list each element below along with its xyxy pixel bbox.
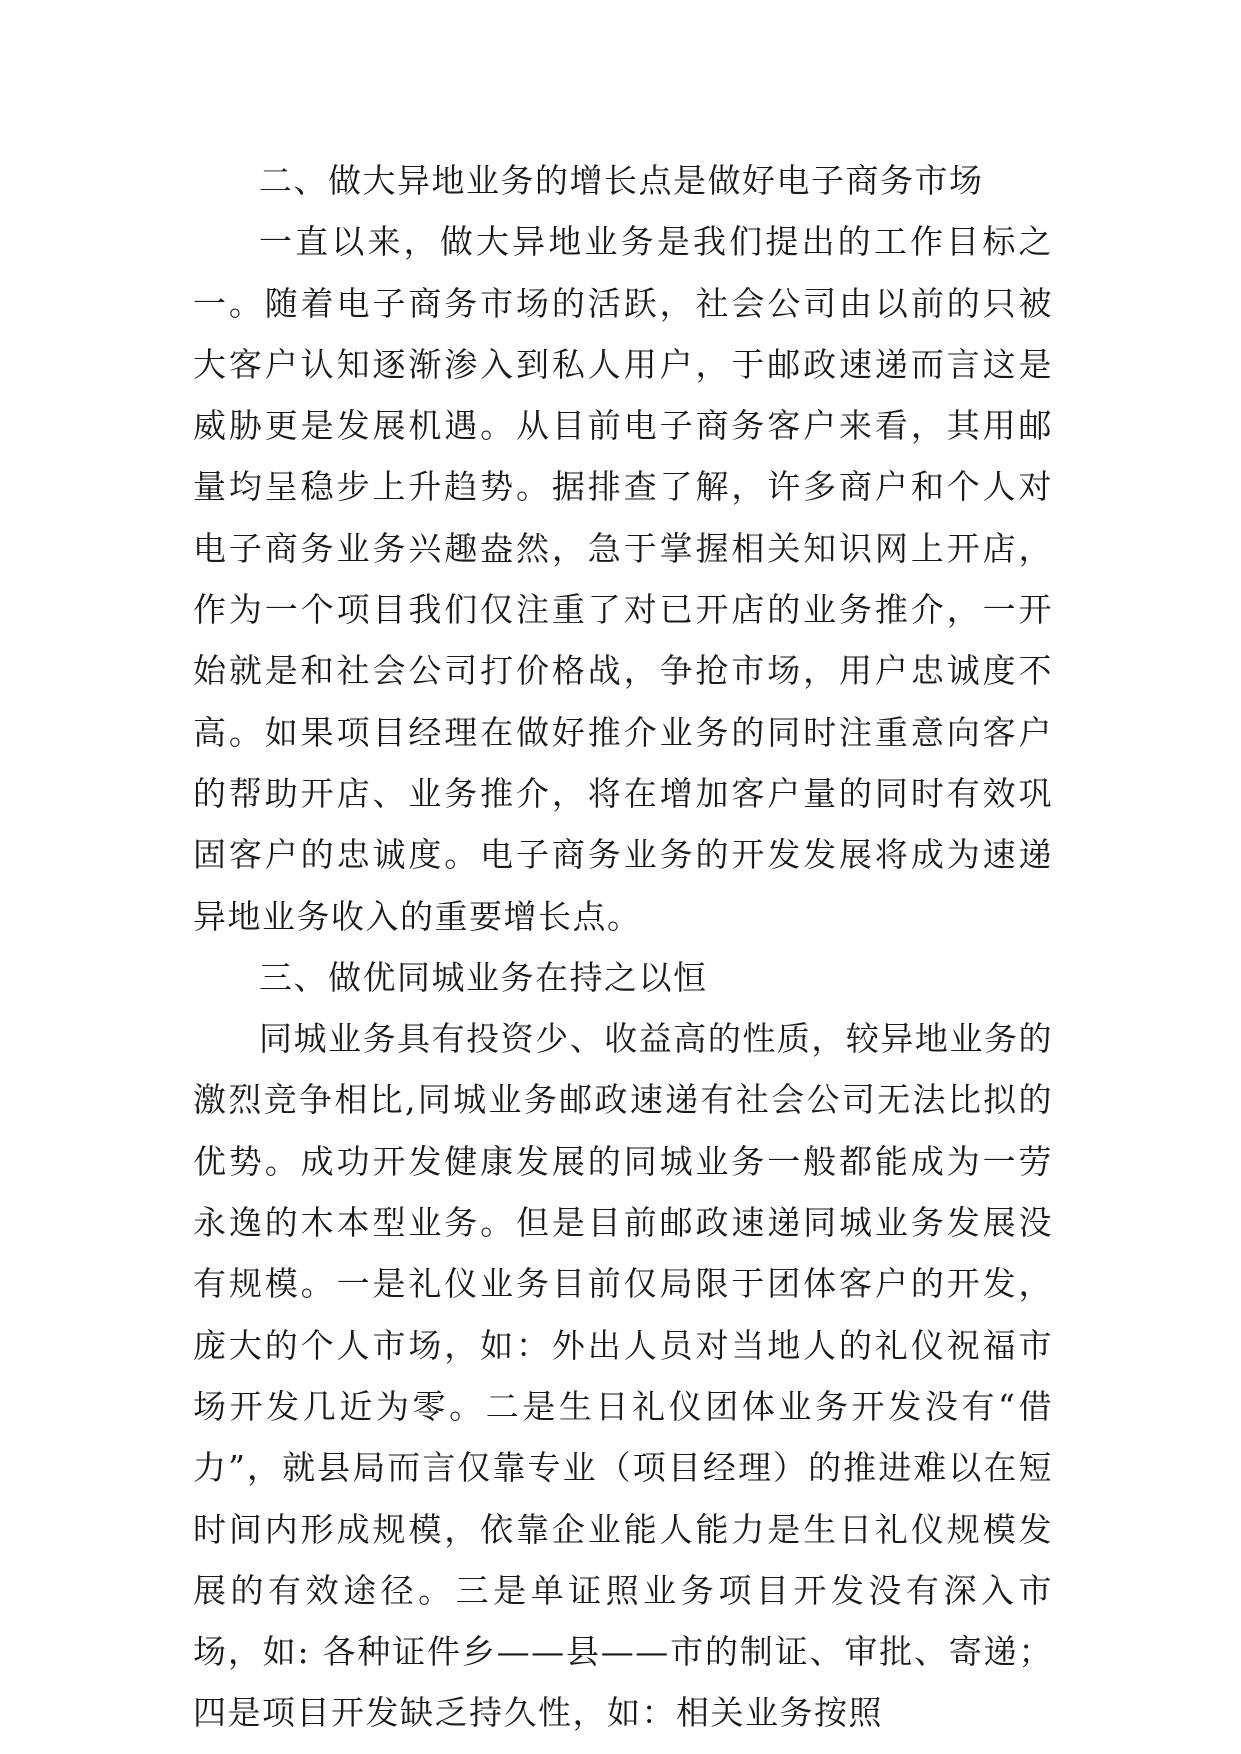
paragraph-local-business: 同城业务具有投资少、收益高的性质，较异地业务的激烈竞争相比,同城业务邮政速递有社会公司无法比拟的优势。成功开发健康发展的同城业务一般都能成为一劳永逸的木本型业务。但是目前邮政速递同城业务发展没有规模。一是礼仪业务目前仅局限于团体客户的开发，庞大的个人市场，如：外出人员对当地人的礼仪祝福市场开发几近为零。二是生日礼仪团体业务开发没有“借力”，就县局而言仅靠专业（项目经理）的推进难以在短时间内形成规模，依靠企业能人能力是生日礼仪规模发展的有效途径。三是单证照业务项目开发没有深入市场，如: 各种证件乡——县——市的制证、审批、寄递；四是项目开发缺乏持久性，如：相关业务按照 [193, 1019, 1053, 1733]
section-heading-3: 三、做优同城业务在持之以恒 [259, 957, 708, 997]
paragraph-ecommerce: 一直以来，做大异地业务是我们提出的工作目标之一。随着电子商务市场的活跃，社会公司由以前的只被大客户认知逐渐渗入到私人用户，于邮政速递而言这是威胁更是发展机遇。从目前电子商务客户来看，其用邮量均呈稳步上升趋势。据排查了解，许多商户和个人对电子商务业务兴趣盎然，急于掌握相关知识网上开店，作为一个项目我们仅注重了对已开店的业务推介，一开始就是和社会公司打价格战，争抢市场，用户忠诚度不高。如果项目经理在做好推介业务的同时注重意向客户的帮助开店、业务推介，将在增加客户量的同时有效巩固客户的忠诚度。电子商务业务的开发发展将成为速递异地业务收入的重要增长点。 [193, 222, 1053, 936]
document-body [193, 150, 1053, 1744]
section-heading-2: 二、做大异地业务的增长点是做好电子商务市场 [259, 161, 984, 200]
